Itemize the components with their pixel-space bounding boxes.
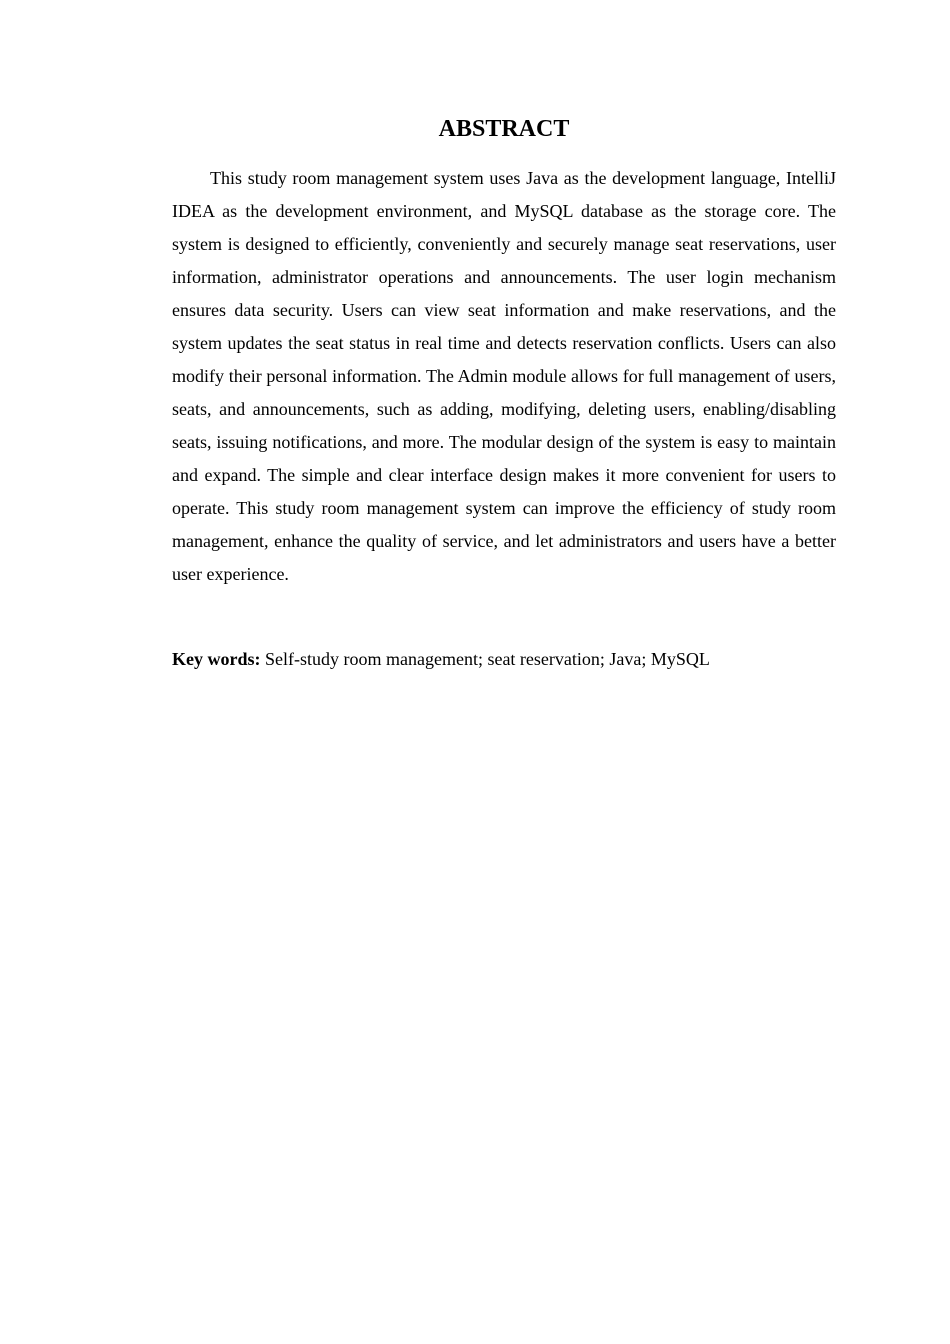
abstract-title: ABSTRACT [438, 116, 570, 142]
keywords-value: Self-study room management; seat reservation; Java; MySQL [260, 649, 710, 669]
keywords-label: Key words: [172, 649, 261, 669]
abstract-paragraph: This study room management system uses Java as the development language, IntelliJ IDEA as the development environment, and MySQL database as the storage core. The system is designed to efficiently, conveniently and securely manage seat reservations, user information, administrator operations and announcements. The user login mechanism ensures data security. Users can view seat information and make reservations, and the system updates the seat status in real time and detects reservation conflicts. Users can also modify their personal information. The Admin module allows for full management of users, seats, and announcements, such as adding, modifying, deleting users, enabling/disabling seats, issuing notifications, and more. The modular design of the system is easy to maintain and expand. The simple and clear interface design makes it more convenient for users to operate. This study room management system can improve the efficiency of study room management, enhance the quality of service, and let administrators and users have a better user experience. [172, 168, 836, 584]
keywords-line [172, 643, 836, 676]
